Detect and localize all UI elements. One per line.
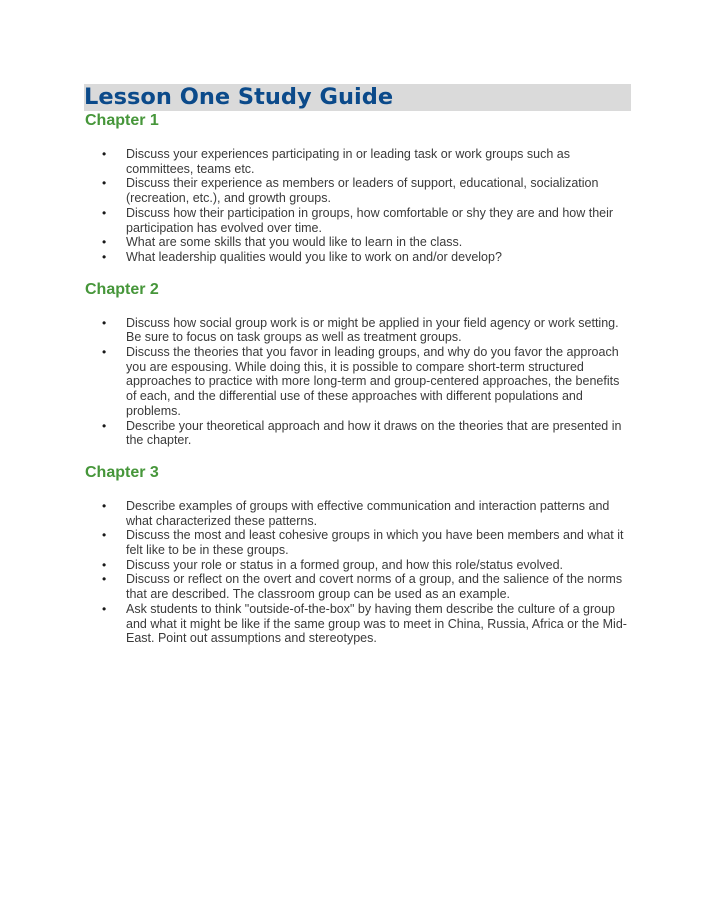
list-item-text: Discuss your role or status in a formed group, and how this role/status evolved. xyxy=(126,557,564,572)
list-item-text: What leadership qualities would you like to work on and/or develop? xyxy=(126,249,502,264)
list-item-text: Discuss the most and least cohesive groups in which you have been members and what it felt like to be in these groups. xyxy=(126,528,624,558)
page-title: Lesson One Study Guide xyxy=(84,84,394,110)
list-item xyxy=(85,345,632,419)
list-item xyxy=(85,419,632,448)
bullet-icon: • xyxy=(102,147,107,161)
list-item xyxy=(85,206,632,235)
list-item-text: Discuss their experience as members or leaders of support, educational, socialization (recreation, etc.), and growth groups. xyxy=(126,176,599,206)
bullet-icon: • xyxy=(102,176,107,191)
bullet-icon: • xyxy=(102,345,107,360)
list-item xyxy=(85,250,632,265)
chapter-2-section xyxy=(85,281,632,448)
list-item xyxy=(85,558,632,573)
chapter-heading: Chapter 1 xyxy=(85,112,159,129)
list-item-text: What are some skills that you would like to learn in the class. xyxy=(126,235,463,250)
bullet-icon: • xyxy=(102,572,107,587)
list-item-text: Discuss the theories that you favor in leading groups, and why do you favor the approach you are espousing. While doing this, it is possible to compare short-term structured approaches to practice with more long-term and group-centered approaches, the benefits of each, and the differential use of these approaches with different populations and problems. xyxy=(126,345,620,418)
list-item xyxy=(85,602,632,646)
bullet-icon: • xyxy=(102,601,107,616)
bullet-icon: • xyxy=(102,249,107,264)
list-item xyxy=(85,499,632,528)
list-item xyxy=(85,147,632,176)
list-item-text: Discuss how their participation in groups, how comfortable or shy they are and how their participation has evolved over time. xyxy=(126,205,614,235)
list-item-text: Describe your theoretical approach and how it draws on the theories that are presented in the chapter. xyxy=(126,418,622,448)
chapter-heading: Chapter 3 xyxy=(85,463,159,481)
title-bar xyxy=(84,84,631,111)
bullet-icon: • xyxy=(102,205,107,220)
list-item xyxy=(85,176,632,205)
bullet-icon: • xyxy=(102,557,107,572)
bullet-icon: • xyxy=(102,498,107,513)
chapter-1-section xyxy=(85,112,632,265)
list-item-text: Discuss or reflect on the overt and covert norms of a group, and the salience of the norms that are described. The classroom group can be used as an example. xyxy=(126,572,623,602)
list-item xyxy=(85,316,632,345)
list-item xyxy=(85,572,632,601)
bullet-icon: • xyxy=(102,315,107,330)
list-item-text: Discuss your experiences participating in or leading task or work groups such as committees, teams etc. xyxy=(126,147,570,176)
bullet-icon: • xyxy=(102,235,107,250)
chapter-3-section xyxy=(85,464,632,646)
list-item xyxy=(85,528,632,557)
chapter-1-list xyxy=(85,147,632,265)
bullet-icon: • xyxy=(102,528,107,543)
bullet-icon: • xyxy=(102,418,107,433)
chapter-heading: Chapter 2 xyxy=(85,280,159,298)
chapter-3-list xyxy=(85,499,632,646)
chapter-2-list xyxy=(85,316,632,448)
list-item-text: Ask students to think "outside-of-the-box" by having them describe the culture of a group and what it might be like if the same group was to meet in China, Russia, Africa or the Mid-East. Point out assumptions and stereotypes. xyxy=(126,601,627,646)
list-item-text: Discuss how social group work is or might be applied in your field agency or work setting. Be sure to focus on task groups as well as treatment groups. xyxy=(126,315,619,345)
list-item-text: Describe examples of groups with effective communication and interaction patterns and what characterized these patterns. xyxy=(126,498,610,528)
list-item xyxy=(85,235,632,250)
document-page xyxy=(85,84,632,646)
